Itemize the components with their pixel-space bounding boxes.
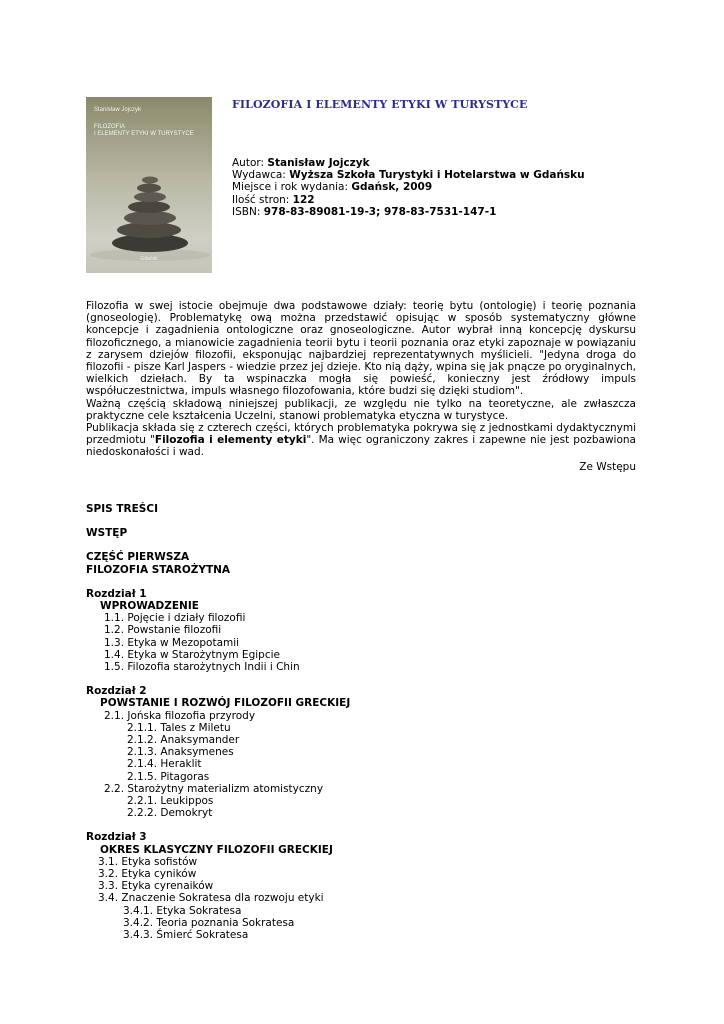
- toc-intro: WSTĘP: [86, 527, 128, 540]
- cover-publisher: Gdańsk: [140, 256, 158, 262]
- toc-chapter-title: POWSTANIE I ROZWÓJ FILOZOFII GRECKIEJ: [100, 697, 351, 710]
- description-signature: Ze Wstępu: [579, 460, 636, 473]
- place-line: Miejsce i rok wydania: Gdańsk, 2009: [232, 181, 433, 194]
- publisher-line: Wydawca: Wyższa Szkoła Turystyki i Hotelarstwa w Gdańsku: [232, 169, 585, 182]
- book-metadata: [232, 157, 585, 218]
- toc-item: 3.3. Etyka cyrenaików: [98, 880, 214, 893]
- pages-line: Ilość stron: 122: [232, 193, 315, 206]
- book-description: [86, 300, 636, 473]
- toc-item: 2.2. Starożytny materializm atomistyczny: [104, 782, 324, 795]
- toc-subitem: 3.4.3. Śmierć Sokratesa: [123, 929, 249, 942]
- book-cover-image: [86, 97, 212, 273]
- description-paragraph: Ważną częścią składową niniejszej publikacji, ze względu nie tylko na teoretyczne, ale zwłaszcza praktyczne cele kształcenia Uczelni, stanowi problematyka etyczna w turystyce.: [86, 397, 636, 422]
- cover-author: Stanisław Jojczyk: [94, 107, 142, 113]
- toc-subitem: 3.4.1. Etyka Sokratesa: [123, 904, 242, 917]
- toc-subitem: 2.2.2. Demokryt: [127, 807, 213, 820]
- toc-item: 3.1. Etyka sofistów: [98, 855, 198, 868]
- author-line: Autor: Stanisław Jojczyk: [232, 157, 370, 169]
- toc-chapter-label: Rozdział 3: [86, 831, 147, 844]
- cover-title: FILOZOFIA I ELEMENTY ETYKI W TURYSTYCE: [94, 124, 194, 137]
- toc-part-title: FILOZOFIA STAROŻYTNA: [86, 563, 231, 576]
- toc-item: 1.1. Pojęcie i działy filozofii: [104, 612, 246, 625]
- toc-item: 1.5. Filozofia starożytnych Indii i Chin: [104, 661, 300, 674]
- isbn-line: ISBN: 978-83-89081-19-3; 978-83-7531-147-1: [232, 205, 497, 218]
- toc-part-label: CZĘŚĆ PIERWSZA: [86, 551, 190, 564]
- toc-chapter-title: WPROWADZENIE: [100, 600, 199, 613]
- toc-item: 1.4. Etyka w Starożytnym Egipcie: [104, 648, 280, 661]
- table-of-contents: [86, 503, 636, 941]
- toc-chapter-label: Rozdział 2: [86, 685, 147, 698]
- toc-subitem: 2.2.1. Leukippos: [127, 795, 214, 808]
- description-paragraph: Publikacja składa się z czterech części, których problematyka pokrywa się z jednostkami dydaktycznymi przedmiotu "Filozofia i elementy etyki". Ma więc ograniczony zakres i zapewne nie jest pozbawiona niedoskonałości i wad.: [86, 422, 636, 459]
- toc-subitem: 2.1.5. Pitagoras: [127, 770, 210, 783]
- toc-subitem: 3.4.2. Teoria poznania Sokratesa: [123, 916, 295, 929]
- description-paragraph: Filozofia w swej istocie obejmuje dwa podstawowe działy: teorię bytu (ontologię) i teorię poznania (gnoseologię). Problematykę ową można przedstawić opisując w sposób systematyczny główne koncepcje i zagadnienia ontologiczne oraz gnoseologiczne. Autor wybrał inną koncepcję dyskursu filozoficznego, a mianowicie zagadnienia teorii bytu i teorii poznania oraz etyki zapoznaje w powiązaniu z zarysem dziejów filozofii, eksponując najbardziej reprezentatywnych myślicieli. "Jedyna droga do filozofii - pisze Karl Jaspers - wiedzie przez jej dzieje. Kto nią dąży, wpina się jak pnącze po oryginalnych, wielkich dziełach. By ta wspinaczka mogła się powieść, konieczny jest źródłowy impuls współuczestnictwa, impuls własnego filozofowania, które budzi się dzięki studiom".: [86, 300, 636, 398]
- toc-chapter-label: Rozdział 1: [86, 587, 147, 600]
- toc-item: 3.4. Znaczenie Sokratesa dla rozwoju etyki: [98, 892, 324, 905]
- toc-chapter-title: OKRES KLASYCZNY FILOZOFII GRECKIEJ: [100, 843, 333, 856]
- toc-subitem: 2.1.4. Heraklit: [127, 758, 202, 771]
- toc-subitem: 2.1.2. Anaksymander: [127, 734, 240, 747]
- toc-heading: SPIS TREŚCI: [86, 503, 158, 515]
- toc-item: 3.2. Etyka cyników: [98, 868, 197, 881]
- toc-subitem: 2.1.3. Anaksymenes: [127, 746, 234, 759]
- toc-item: 1.3. Etyka w Mezopotamii: [104, 636, 240, 649]
- toc-subitem: 2.1.1. Tales z Miletu: [127, 721, 231, 734]
- toc-item: 2.1. Jońska filozofia przyrody: [104, 709, 256, 722]
- toc-item: 1.2. Powstanie filozofii: [104, 624, 222, 637]
- book-title: FILOZOFIA I ELEMENTY ETYKI W TURYSTYCE: [232, 98, 528, 111]
